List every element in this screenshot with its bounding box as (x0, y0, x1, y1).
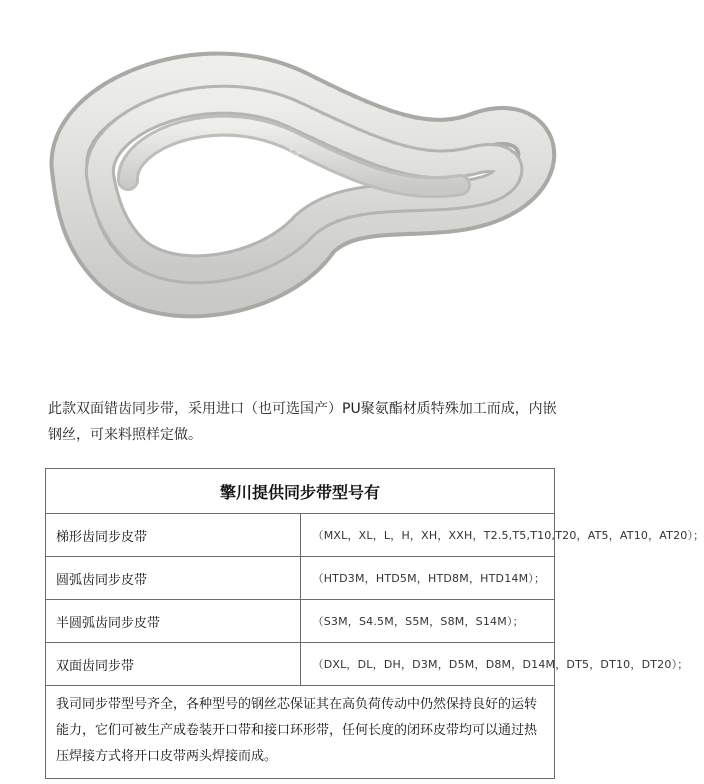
product-photo (0, 0, 600, 380)
watermark-text: 擎 (268, 146, 305, 187)
row-models-trapezoidal: （MXL，XL，L，H，XH，XXH，T2.5,T5,T10,T20，AT5，AT10，AT20）； (300, 514, 555, 557)
table-note: 我司同步带型号齐全，各种型号的钢丝芯保证其在高负荷传动中仍然保持良好的运转能力，它们可被生产成卷装开口带和接口环形带，任何长度的闭环皮带均可以通过热压焊接方式将开口皮带两头焊接而成。 (46, 686, 555, 779)
row-name-std: 半圆弧齿同步皮带 (46, 600, 301, 643)
row-models-double-sided: （DXL，DL，DH，D3M，D5M，D8M，D14M，DT5，DT10，DT20）； (300, 643, 555, 686)
row-models-htd: （HTD3M，HTD5M，HTD8M，HTD14M）； (300, 557, 555, 600)
table-title: 擎川提供同步带型号有 (46, 469, 555, 514)
table-row (46, 557, 555, 600)
double-sided-timing-belt-image (0, 0, 600, 380)
row-models-std: （S3M，S4.5M，S5M，S8M，S14M）； (300, 600, 555, 643)
table-row (46, 600, 555, 643)
row-name-trapezoidal: 梯形齿同步皮带 (46, 514, 301, 557)
row-name-htd: 圆弧齿同步皮带 (46, 557, 301, 600)
intro-paragraph: 此款双面错齿同步带，采用进口（也可选国产）PU聚氨酯材质特殊加工而成，内嵌钢丝，可来料照样定做。 (48, 401, 557, 443)
table-row (46, 514, 555, 557)
model-spec-table (45, 468, 704, 779)
row-name-double-sided: 双面齿同步带 (46, 643, 301, 686)
table-row (46, 643, 555, 686)
